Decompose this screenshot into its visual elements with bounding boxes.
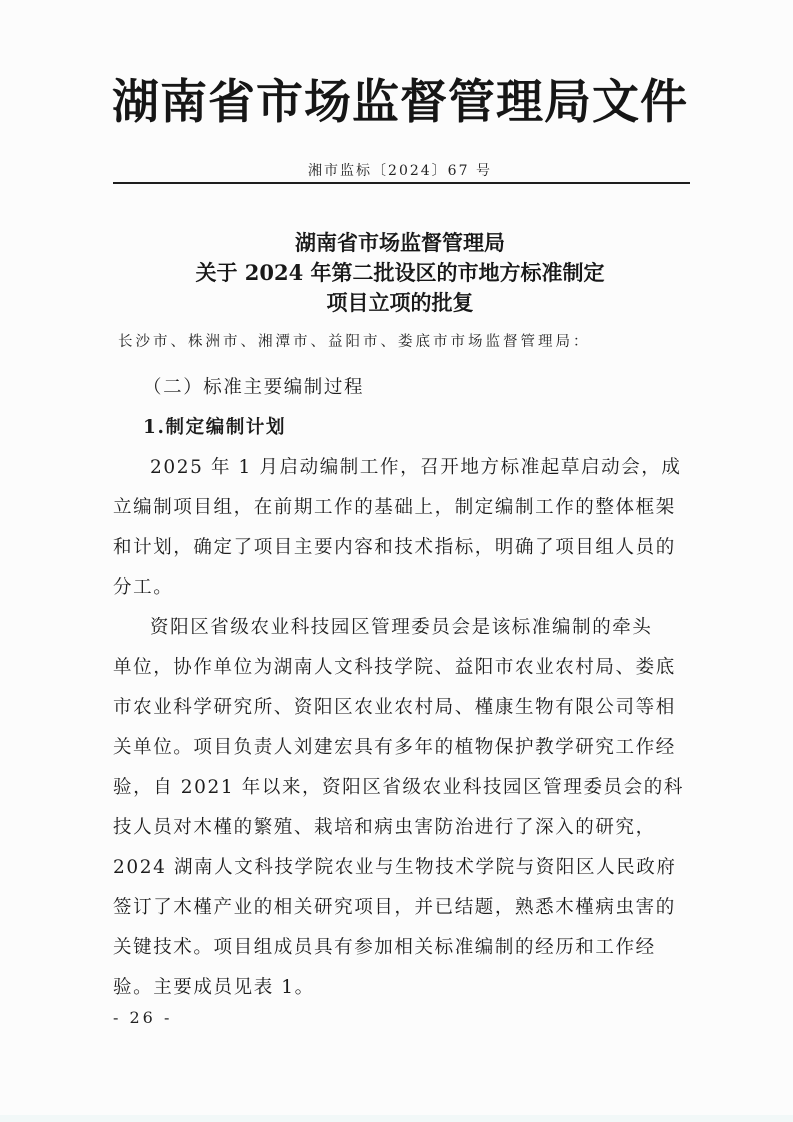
paragraph-line: 验，自 2021 年以来，资阳区省级农业科技园区管理委员会的科 bbox=[113, 777, 684, 798]
title-line: 关于 2024 年第二批设区的市地方标准制定 bbox=[195, 260, 605, 285]
paragraph-line: 资阳区省级农业科技园区管理委员会是该标准编制的牵头 bbox=[150, 617, 653, 638]
masthead-title: 湖南省市场监督管理局文件 bbox=[112, 75, 688, 130]
paragraph-line: 2025 年 1 月启动编制工作，召开地方标准起草启动会，成 bbox=[150, 457, 682, 478]
section-heading: （二）标准主要编制过程 bbox=[143, 377, 365, 398]
paragraph-line: 验。主要成员见表 1。 bbox=[113, 977, 315, 998]
paragraph-line: 技人员对木槿的繁殖、栽培和病虫害防治进行了深入的研究， bbox=[113, 817, 656, 838]
paragraph-line: 立编制项目组，在前期工作的基础上，制定编制工作的整体框架 bbox=[113, 497, 676, 518]
document-title bbox=[110, 228, 690, 318]
paragraph bbox=[113, 608, 698, 1008]
title-line: 项目立项的批复 bbox=[326, 290, 474, 315]
paragraph-line: 签订了木槿产业的相关研究项目，并已结题，熟悉木槿病虫害的 bbox=[113, 897, 676, 918]
paragraph-line: 分工。 bbox=[113, 577, 174, 598]
addressee: 长沙市、株洲市、湘潭市、益阳市、娄底市市场监督管理局： bbox=[118, 334, 591, 350]
paragraph bbox=[113, 448, 698, 608]
paragraph-line: 2024 湖南人文科技学院农业与生物技术学院与资阳区人民政府 bbox=[113, 857, 677, 878]
page-number: - 26 - bbox=[113, 1008, 173, 1027]
paragraph-line: 单位，协作单位为湖南人文科技学院、益阳市农业农村局、娄底 bbox=[113, 657, 676, 678]
scan-edge bbox=[0, 1115, 793, 1122]
section-subheading: 1.制定编制计划 bbox=[143, 417, 287, 438]
paragraph-line: 关键技术。项目组成员具有参加相关标准编制的经历和工作经 bbox=[113, 937, 656, 958]
header-divider bbox=[113, 182, 690, 184]
document-body bbox=[113, 368, 698, 1008]
paragraph-line: 市农业科学研究所、资阳区农业农村局、槿康生物有限公司等相 bbox=[113, 697, 676, 718]
paragraph-line: 和计划，确定了项目主要内容和技术指标，明确了项目组人员的 bbox=[113, 537, 676, 558]
document-number: 湘市监标〔2024〕67 号 bbox=[308, 163, 492, 179]
paragraph-line: 关单位。项目负责人刘建宏具有多年的植物保护教学研究工作经 bbox=[113, 737, 676, 758]
title-line: 湖南省市场监督管理局 bbox=[295, 230, 505, 255]
